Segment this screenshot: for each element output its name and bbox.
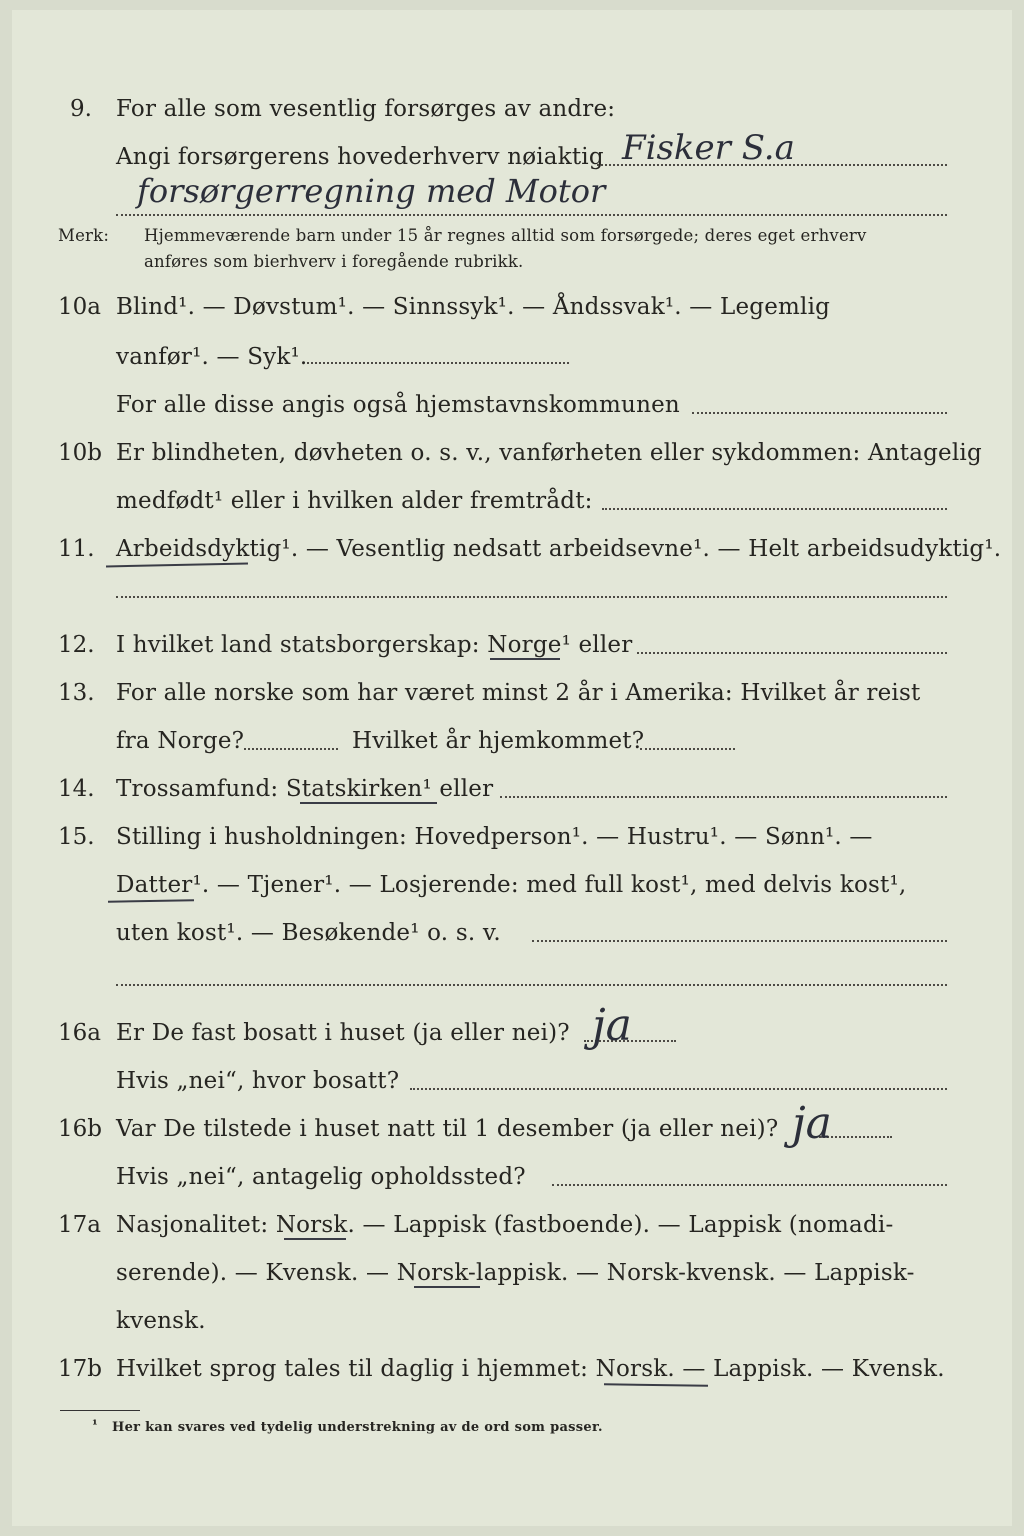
q15-number: 15. [58, 824, 95, 850]
q13-line2a: fra Norge? [116, 728, 245, 754]
q10a-line1: Blind¹. — Døvstum¹. — Sinnssyk¹. — Åndssvak¹. — Legemlig [116, 294, 831, 320]
q9-number: 9. [70, 96, 92, 122]
q15-line3: uten kost¹. — Besøkende¹ o. s. v. [116, 920, 501, 946]
q16b-line2: Hvis „nei“, antagelig opholdssted? [116, 1164, 526, 1190]
q9-line1: For alle som vesentlig forsørges av andre: [116, 96, 616, 122]
q16a-line2: Hvis „nei“, hvor bosatt? [116, 1068, 400, 1094]
q16a-line1: Er De fast bosatt i huset (ja eller nei)? [116, 1020, 570, 1046]
q12-number: 12. [58, 632, 95, 658]
q17b-number: 17b [58, 1356, 102, 1382]
q16b-location-line[interactable] [552, 1184, 947, 1186]
q14-line1: Trossamfund: Statskirken¹ eller [116, 776, 494, 802]
q17a-line2: serende). — Kvensk. — Norsk-lappisk. — Norsk-kvensk. — Lappisk- [116, 1260, 915, 1286]
merk-line1: Hjemmeværende barn under 15 år regnes alltid som forsørgede; deres eget erhverv [144, 226, 867, 245]
q13-line2b: Hvilket år hjemkommet? [352, 728, 645, 754]
q17b-line1: Hvilket sprog tales til daglig i hjemmet: Norsk. — Lappisk. — Kvensk. [116, 1356, 945, 1382]
footnote-rule [60, 1410, 140, 1411]
q14-answer-line[interactable] [500, 796, 947, 798]
q10b-number: 10b [58, 440, 102, 466]
q16b-line1: Var De tilstede i huset natt til 1 desember (ja eller nei)? [116, 1116, 779, 1142]
q13-number: 13. [58, 680, 95, 706]
q12-underline-mark [490, 658, 560, 660]
q10a-answer-line[interactable] [307, 362, 569, 364]
footnote-mark: ¹ [92, 1418, 98, 1433]
q10a-hometown-line[interactable] [692, 412, 947, 414]
q16a-handwritten-answer: ja [592, 1000, 632, 1051]
q15-extra-line[interactable] [116, 984, 947, 986]
q10a-line3: For alle disse angis også hjemstavnskommunen [116, 392, 680, 418]
q10a-line2: vanfør¹. — Syk¹. [116, 344, 308, 370]
q14-underline-mark [300, 802, 437, 804]
q17a-line1: Nasjonalitet: Norsk. — Lappisk (fastboende). — Lappisk (nomadi- [116, 1212, 894, 1238]
q10a-number: 10a [58, 294, 101, 320]
q17a-number: 17a [58, 1212, 101, 1238]
q17b-underline-mark [604, 1383, 708, 1386]
q12-line1: I hvilket land statsborgerskap: Norge¹ eller [116, 632, 633, 658]
footnote-text: Her kan svares ved tydelig understrekning av de ord som passer. [112, 1420, 603, 1435]
q9-handwritten-answer1: Fisker S.a [622, 128, 795, 168]
q9-handwritten-answer2: forsørgerregning med Motor [137, 172, 606, 210]
q10b-answer-line[interactable] [602, 508, 947, 510]
q15-answer-line[interactable] [532, 940, 947, 942]
q14-number: 14. [58, 776, 95, 802]
q16b-number: 16b [58, 1116, 102, 1142]
q13-line1: For alle norske som har været minst 2 år i Amerika: Hvilket år reist [116, 680, 921, 706]
q13-left-year-line[interactable] [244, 748, 338, 750]
merk-label: Merk: [58, 226, 110, 245]
q17a-line3: kvensk. [116, 1308, 206, 1334]
q12-answer-line[interactable] [637, 652, 947, 654]
q15-line2: Datter¹. — Tjener¹. — Losjerende: med full kost¹, med delvis kost¹, [116, 872, 907, 898]
q9-line2: Angi forsørgerens hovederhverv nøiaktig [116, 144, 604, 170]
q17a-underline-norsk-lappisk [414, 1286, 480, 1288]
q16a-number: 16a [58, 1020, 101, 1046]
q11-answer-line[interactable] [116, 596, 947, 598]
q15-line1: Stilling i husholdningen: Hovedperson¹. — Hustru¹. — Sønn¹. — [116, 824, 873, 850]
merk-line2: anføres som bierhverv i foregående rubrikk. [144, 252, 524, 271]
q13-return-year-line[interactable] [640, 748, 735, 750]
q9-answer-line2[interactable] [116, 214, 947, 216]
census-form-page [12, 10, 1012, 1526]
q16b-handwritten-answer: ja [792, 1098, 832, 1149]
q11-number: 11. [58, 536, 95, 562]
q10b-line1: Er blindheten, døvheten o. s. v., vanførheten eller sykdommen: Antagelig [116, 440, 982, 466]
q10b-line2: medfødt¹ eller i hvilken alder fremtrådt: [116, 488, 593, 514]
q17a-underline-norsk [284, 1238, 346, 1240]
q16a-residence-line[interactable] [410, 1088, 947, 1090]
q15-underline-mark [108, 899, 194, 903]
q11-line1: Arbeidsdyktig¹. — Vesentlig nedsatt arbeidsevne¹. — Helt arbeidsudyktig¹. [116, 536, 1002, 562]
